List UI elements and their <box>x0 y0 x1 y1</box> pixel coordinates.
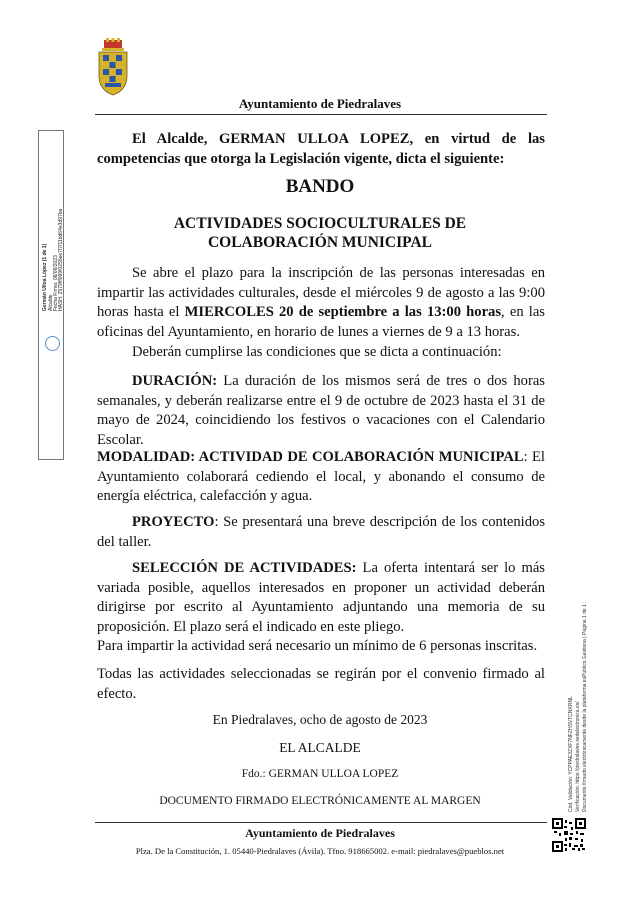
seleccion-label: SELECCIÓN DE ACTIVIDADES: <box>132 560 357 576</box>
validation-code: Cód. Validación: YCPPAE3ZXF7NFZHSVTCNXRNL <box>568 696 574 812</box>
intro-paragraph <box>97 130 545 169</box>
duracion-section <box>97 372 545 450</box>
minimum-paragraph <box>97 637 545 657</box>
intro-lead: El Alcalde, GERMAN ULLOA LOPEZ, en virtud de las competencias que otorga la Legislación vigente, dicta el siguiente: <box>97 131 545 167</box>
p1-pre: Se abre el plazo para la inscripción de las personas interesadas en impartir las actividades culturales, desde el miércoles 9 de agosto a las 9:00 horas hasta el <box>97 265 545 320</box>
footer-divider <box>95 822 547 823</box>
modalidad-text: : El Ayuntamiento colaborará cediendo el local, y abonando el consumo de energía eléctrica, calefacción y agua. <box>97 449 545 504</box>
subtitle-line-2: COLABORACIÓN MUNICIPAL <box>207 234 433 251</box>
modalidad-label: MODALIDAD: ACTIVIDAD DE COLABORACIÓN MUNICIPAL <box>97 449 524 465</box>
header-title: Ayuntamiento de Piedralaves <box>238 96 402 111</box>
duracion-label: DURACIÓN: <box>132 373 218 389</box>
footer-address: Plza. De la Constitución, 1. 05440-Piedralaves (Ávila). Tfno. 918665002. e-mail: piedralaves@pueblos.net <box>135 846 505 856</box>
p2-text: Deberán cumplirse las condiciones que se dicta a continuación: <box>132 344 502 360</box>
proyecto-text: : Se presentará una breve descripción de los contenidos del taller. <box>97 514 545 550</box>
p-conv-text: Todas las actividades seleccionadas se regirán por el convenio firmado al efecto. <box>97 666 545 702</box>
validation-url: Verificación: https://piedralaves.sedelectronica.es/ <box>575 701 581 812</box>
p-min-text: Para impartir la actividad será necesario un mínimo de 6 personas inscritas. <box>97 638 538 654</box>
qr-code-icon <box>552 818 586 852</box>
body-paragraph-2 <box>97 343 545 363</box>
side-role: Alcalde <box>48 294 54 311</box>
signer-role: EL ALCALDE <box>279 740 361 755</box>
place-date: En Piedralaves, ocho de agosto de 2023 <box>212 712 428 727</box>
signed-note: DOCUMENTO FIRMADO ELECTRÓNICAMENTE AL MARGEN <box>159 795 481 807</box>
document-subtitle <box>160 214 480 252</box>
side-signer: Germán Ulloa López (1 de 1) <box>42 243 48 311</box>
proyecto-label: PROYECTO <box>132 514 215 530</box>
side-date: Fecha Firma: 08/08/2023 <box>53 255 59 311</box>
body-paragraph-1 <box>97 264 545 342</box>
document-title: BANDO <box>285 176 355 197</box>
seal-icon <box>45 336 60 351</box>
convenio-paragraph <box>97 665 545 704</box>
proyecto-section <box>97 513 545 552</box>
header-divider <box>95 114 547 115</box>
subtitle-line-1: ACTIVIDADES SOCIOCULTURALES DE <box>173 215 467 232</box>
coat-of-arms-icon <box>96 38 130 96</box>
duracion-text: La duración de los mismos será de tres o dos horas semanales, y deberán realizarse entre el 9 de octubre de 2023 hasta el 31 de mayo de 2024, coincidiendo los festivos o vacaciones con el Calendario Escolar. <box>97 373 545 448</box>
p1-bold: MIERCOLES 20 de septiembre a las 13:00 horas <box>184 304 502 320</box>
validation-platform: Documento firmado electrónicamente desde la plataforma esPublico Gestiona | Página 1 de 1 <box>582 604 588 812</box>
side-hash: HASH: 2579fff099f0255ee7f7f11bd64e3d97ba <box>58 208 64 311</box>
modalidad-section <box>97 448 545 507</box>
validation-side-text <box>568 604 598 813</box>
signer-name: Fdo.: GERMAN ULLOA LOPEZ <box>241 768 399 780</box>
seleccion-text: La oferta intentará ser lo más variada posible, aquellos interesados en proponer un actividad deberán dirigirse por escrito al Ayuntamiento adjuntando una memoria de su proposición. El plazo será el indicado en este pliego. <box>97 560 545 635</box>
p1-post: , en las oficinas del Ayuntamiento, en horario de lunes a viernes de 9 a 13 horas. <box>97 304 545 340</box>
footer-title: Ayuntamiento de Piedralaves <box>245 826 395 840</box>
seleccion-section <box>97 559 545 637</box>
